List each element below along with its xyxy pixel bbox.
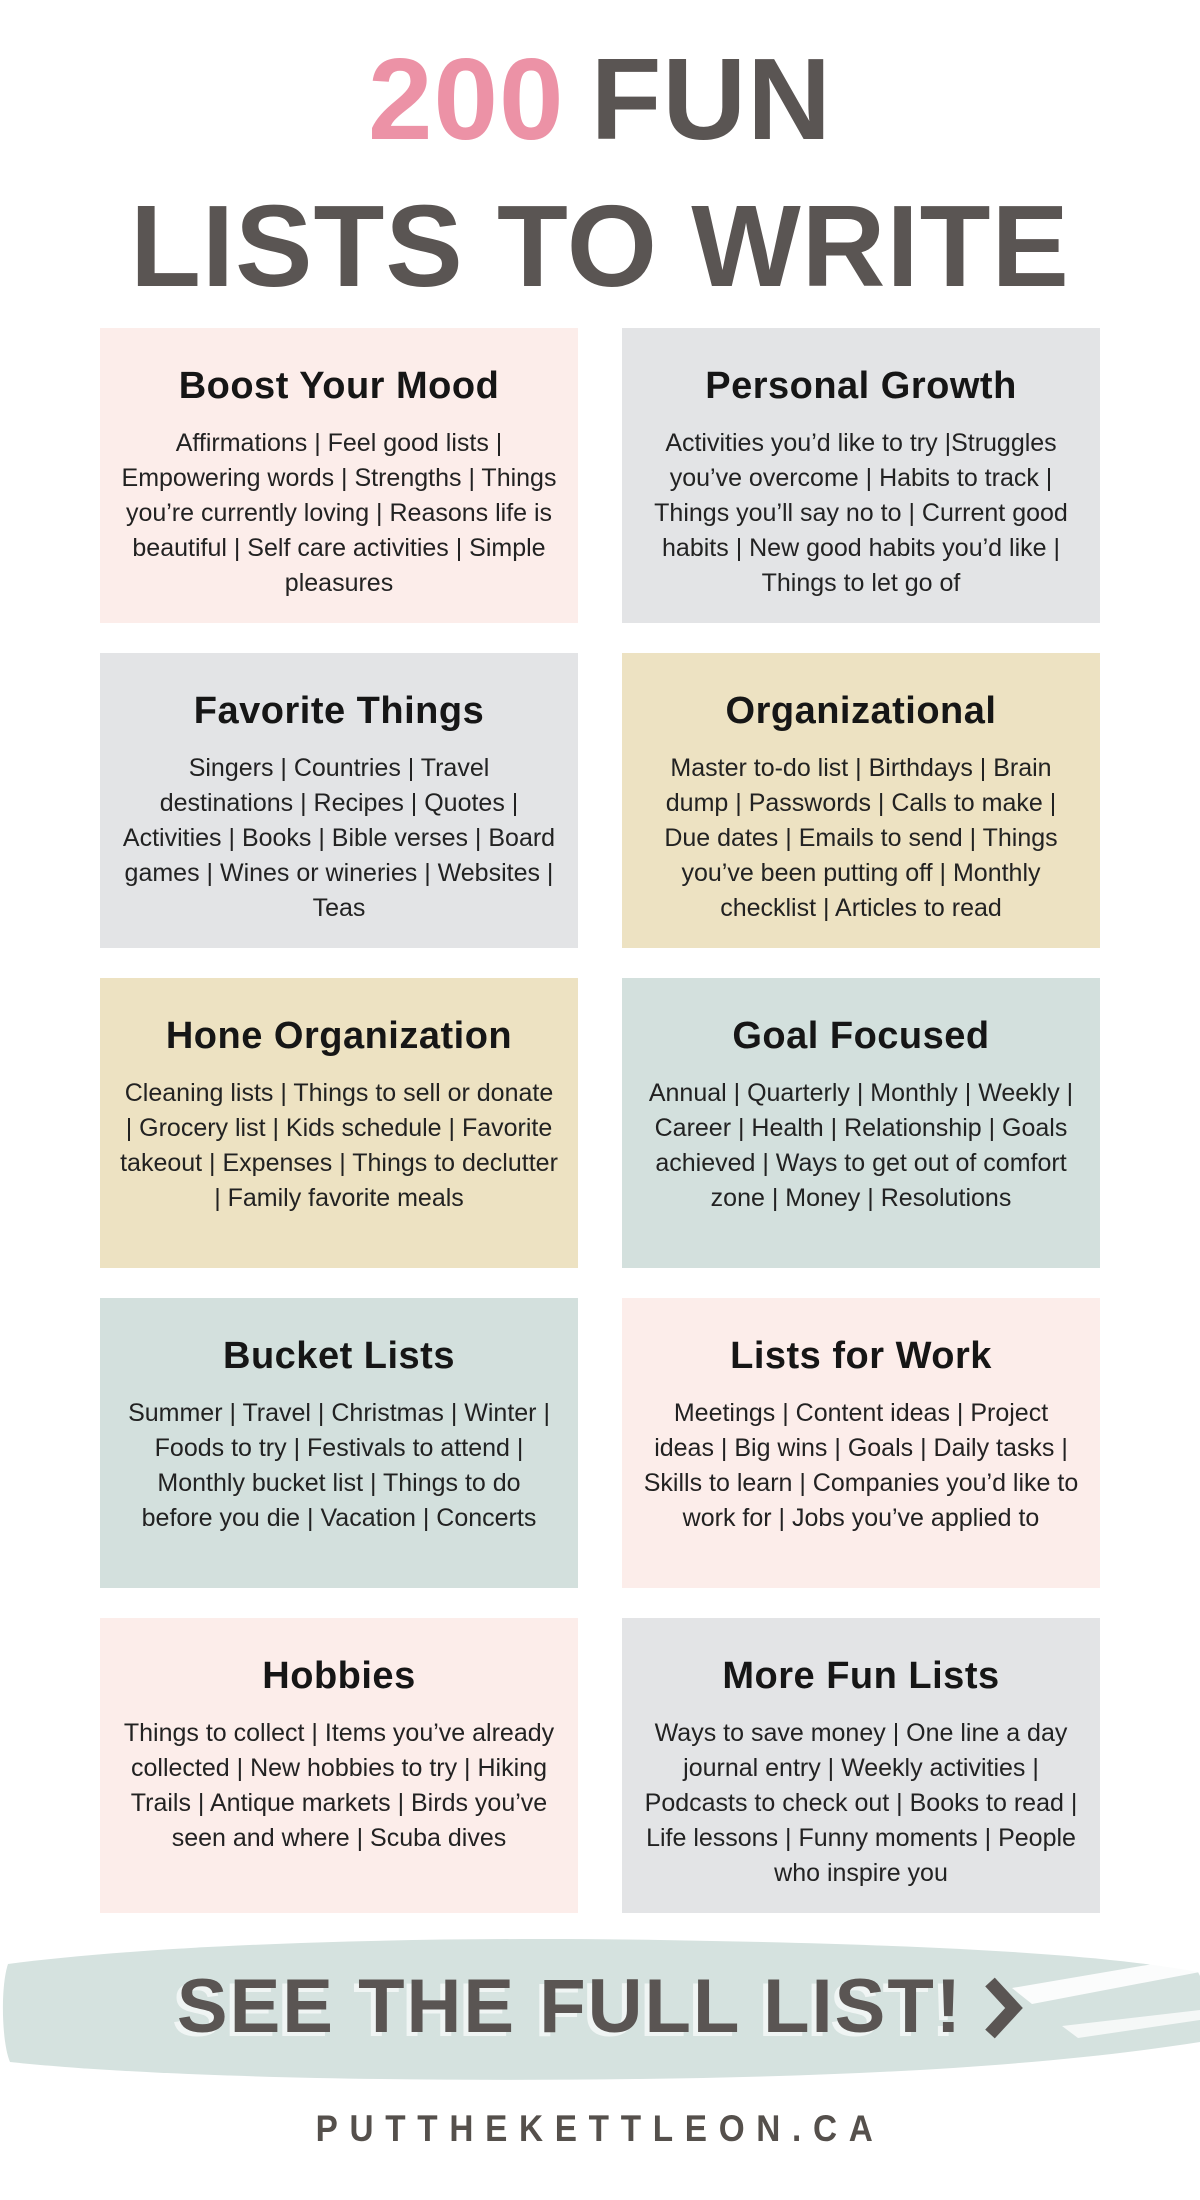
title-rest: FUN <box>590 34 832 164</box>
card-heading: Hone Organization <box>165 1015 513 1057</box>
card-body-text: Annual | Quarterly | Monthly | Weekly | Career | Health | Relationship | Goals achieved | Ways to get out of comfort zone | Money | Resolutions <box>648 1079 1074 1212</box>
card-body-text: Singers | Countries | Travel destinations | Recipes | Quotes | Activities | Books | Bible verses | Board games | Wines or wineries | Websites | Teas <box>122 754 556 922</box>
card-more-fun-lists <box>622 1618 1100 1913</box>
footer <box>0 2108 1200 2150</box>
card-heading: Hobbies <box>262 1655 416 1697</box>
card-grid <box>100 328 1100 1913</box>
card-heading: Lists for Work <box>730 1335 992 1377</box>
card-heading: Boost Your Mood <box>178 365 500 407</box>
card-body-text: Summer | Travel | Christmas | Winter | Foods to try | Festivals to attend | Monthly bucket list | Things to do before you die | Vacation | Concerts <box>128 1399 550 1532</box>
card-goal-focused <box>622 978 1100 1268</box>
title-accent-number: 200 <box>368 34 565 164</box>
card-body-text: Things to collect | Items you’ve already collected | New hobbies to try | Hiking Trails | Antique markets | Birds you’ve seen and where | Scuba dives <box>123 1719 555 1852</box>
card-favorite-things <box>100 653 578 948</box>
banner-label: SEE THE FULL LIST! <box>176 1963 964 2049</box>
card-body-text: Meetings | Content ideas | Project ideas | Big wins | Goals | Daily tasks | Skills to learn | Companies you’d like to work for | Jobs you’ve applied to <box>643 1399 1079 1532</box>
see-full-list-banner[interactable] <box>0 1926 1200 2086</box>
card-body-text: Cleaning lists | Things to sell or donate | Grocery list | Kids schedule | Favorite takeout | Expenses | Things to declutter | Family favorite meals <box>120 1079 558 1212</box>
card-heading: Favorite Things <box>193 690 485 732</box>
card-heading: More Fun Lists <box>722 1655 1000 1697</box>
card-body-text: Activities you’d like to try |Struggles you’ve overcome | Habits to track | Things you’ll say no to | Current good habits | New good habits you’d like | Things to let go of <box>654 429 1068 597</box>
card-body-text: Master to-do list | Birthdays | Brain dump | Passwords | Calls to make | Due dates | Emails to send | Things you’ve been putting off | Monthly checklist | Articles to read <box>664 754 1058 922</box>
card-organizational <box>622 653 1100 948</box>
card-heading: Personal Growth <box>705 365 1017 407</box>
card-lists-for-work <box>622 1298 1100 1588</box>
card-heading: Organizational <box>725 690 997 732</box>
card-hobbies <box>100 1618 578 1913</box>
card-bucket-lists <box>100 1298 578 1588</box>
title-line-2: LISTS TO WRITE <box>130 181 1070 311</box>
card-boost-your-mood <box>100 328 578 623</box>
card-body-text: Ways to save money | One line a day journal entry | Weekly activities | Podcasts to check out | Books to read | Life lessons | Funny moments | People who inspire you <box>644 1719 1078 1887</box>
banner-label-row <box>0 1926 1200 2086</box>
card-body-text: Affirmations | Feel good lists | Empowering words | Strengths | Things you’re currently loving | Reasons life is beautiful | Self care activities | Simple pleasures <box>121 429 557 597</box>
title-line-1 <box>0 26 1200 173</box>
site-url: PUTTHEKETTLEON.CA <box>315 2108 885 2149</box>
card-heading: Bucket Lists <box>223 1335 455 1377</box>
card-hone-organization <box>100 978 578 1268</box>
card-heading: Goal Focused <box>732 1015 990 1057</box>
page-title <box>0 0 1200 320</box>
chevron-right-icon <box>983 1975 1023 2041</box>
card-personal-growth <box>622 328 1100 623</box>
